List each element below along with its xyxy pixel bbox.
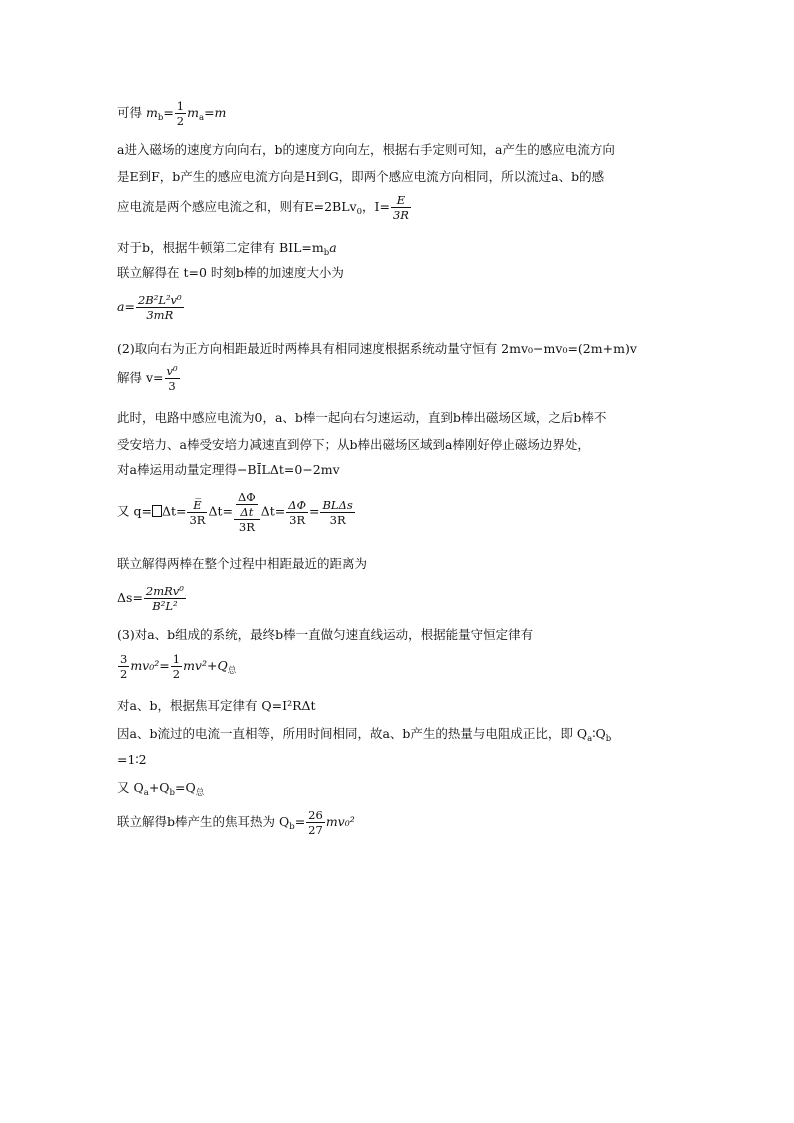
text: m [187, 105, 199, 120]
fraction: $\frac{1}{2}$ [172, 652, 181, 681]
paragraph-line: (3)对a、b组成的系统，最终b棒一直做匀速直线运动，根据能量守恒定律有 [117, 627, 534, 642]
text: m [146, 105, 158, 120]
paragraph-line: =1∶2 [117, 752, 147, 767]
paragraph-line: 此时，电路中感应电流为0，a、b棒一起向右匀速运动，直到b棒出磁场区域，之后b棒不 [117, 410, 607, 425]
i-bar-box [152, 505, 162, 517]
paragraph-line: 因a、b流过的电流一直相等，所用时间相同，故a、b产生的热量与电阻成正比，即 $Q_a∶Q_b$ [117, 726, 612, 744]
equation-charge: 又 q= Δt= $\frac{E̅}{3R}$ Δt= $\frac{\frac{\Delta\Phi}{\Delta t}}{3R}$ Δt= $\frac{\Delta\Phi}{3R}$ = $\frac{\text{BLΔs}}{3R}$ [117, 490, 353, 534]
paragraph-line: 联立解得在 t=0 时刻b棒的加速度大小为 [117, 265, 344, 280]
fraction: $\frac{\text{2mRv⁰}}{\text{B²L²}}$ [145, 584, 184, 613]
paragraph-line: 又 $Q_a+Q_b=Q_总$ [117, 780, 205, 798]
text: =m [204, 105, 227, 120]
paragraph-line: a进入磁场的速度方向向右，b的速度方向向左，根据右手定则可知，a产生的感应电流方向 [117, 142, 615, 157]
paragraph-line: 对a棒运用动量定理得−BĪLΔt=0−2mv [117, 462, 340, 477]
paragraph-line: 是E到F，b产生的感应电流方向是H到G，即两个感应电流方向相同，所以流过a、b的感 [117, 169, 605, 184]
fraction: $\frac{\Delta\Phi}{3R}$ [288, 497, 306, 527]
equation-mass-relation: 可得 $m_b=$ $\frac{1}{2}$ $m_a=m$ [117, 99, 227, 128]
paragraph-line: 联立解得两棒在整个过程中相距最近的距离为 [117, 556, 368, 571]
text: 可得 [117, 105, 143, 120]
equation-acceleration: a= $\frac{\text{2B²L²v⁰}}{3mR}$ [117, 293, 182, 322]
fraction: $\frac{\frac{\Delta\Phi}{\Delta t}}{3R}$ [234, 490, 260, 534]
paragraph-line: 对a、b，根据焦耳定律有 Q=I²RΔt [117, 698, 316, 713]
paragraph-line: 受安培力、a棒受安培力减速直到停下；从b棒出磁场区域到a棒刚好停止磁场边界处， [117, 437, 590, 452]
paragraph-line: 对于b，根据牛顿第二定律有 $BIL=m_ba$ [117, 240, 337, 258]
equation-distance: Δs= $\frac{\text{2mRv⁰}}{\text{B²L²}}$ [117, 584, 184, 613]
fraction: $\frac{\text{v⁰}}{3}$ [166, 364, 178, 393]
equation-joule-heat: 联立解得b棒产生的焦耳热为 $Q_b=$ $\frac{26}{27}$ mv₀² [117, 808, 355, 837]
fraction: $\frac{\text{BLΔs}}{3R}$ [322, 497, 353, 527]
equation-energy: $\frac{3}{2}$ mv₀²= $\frac{1}{2}$ $mv^2+Q_总$ [120, 652, 237, 681]
fraction: $\frac{E̅}{3R}$ [189, 497, 206, 527]
equation-velocity: 解得 v= $\frac{\text{v⁰}}{3}$ [117, 364, 178, 393]
paragraph-line: (2)取向右为正方向相距最近时两棒具有相同速度根据系统动量守恒有 2mv₀−mv₀=(2m+m)v [117, 341, 637, 356]
fraction: $\frac{26}{27}$ [308, 808, 323, 837]
paragraph-line: 应电流是两个感应电流之和，则有E=2BLv$_0$，I= $\frac{E}{3R}$ [117, 193, 409, 222]
text: = [163, 105, 174, 120]
fraction: $\frac{\text{2B²L²v⁰}}{3mR}$ [137, 293, 182, 322]
fraction: $\frac{E}{3R}$ [392, 193, 409, 222]
fraction: $\frac{3}{2}$ [120, 652, 128, 681]
fraction: $\frac{1}{2}$ [176, 99, 185, 128]
